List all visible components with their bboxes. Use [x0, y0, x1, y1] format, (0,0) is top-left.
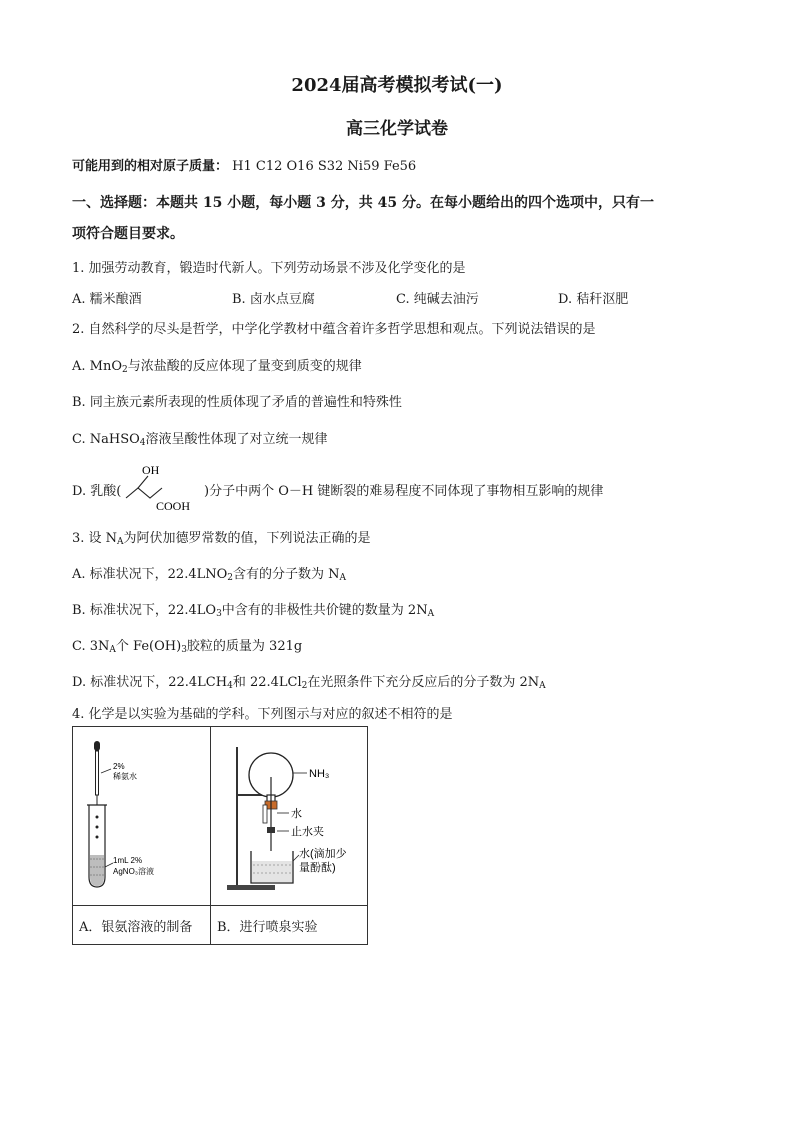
q2-stem: 2. 自然科学的尽头是哲学，中学化学教材中蕴含着许多哲学思想和观点。下列说法错误的是	[72, 322, 596, 337]
q1-option-a: A. 糯米酿酒	[72, 292, 142, 307]
dropper-bulb	[94, 741, 100, 751]
fig-b-label-beaker-2: 量酚酞)	[299, 862, 336, 874]
fig-b-caption: B．进行喷泉实验	[211, 906, 368, 945]
q1-option-c: C. 纯碱去油污	[396, 292, 479, 307]
fig-a-label-top-1: 2%	[113, 762, 125, 771]
fig-b-label-beaker-1: 水(滴加少	[299, 848, 347, 860]
q1-option-b: B. 卤水点豆腐	[232, 292, 315, 307]
fig-a-caption: A．银氨溶液的制备	[73, 906, 211, 945]
q4-figure-table	[72, 726, 368, 945]
q2-option-a: A. MnO$_2$与浓盐酸的反应体现了量变到质变的规律	[72, 359, 362, 375]
silver-ammonia-apparatus-diagram	[73, 727, 210, 905]
atomic-masses-label: 可能用到的相对原子质量：	[72, 159, 229, 174]
fig-a-label-bottom-2: AgNO₃溶液	[113, 867, 155, 876]
fig-a-cell	[73, 727, 211, 906]
q2-option-d-rest: )分子中两个 O－H 键断裂的难易程度不同体现了事物相互影响的规律	[204, 484, 604, 499]
atomic-masses-values: H1 C12 O16 S32 Ni59 Fe56	[232, 159, 417, 174]
section-heading-line1: 一、选择题：本题共 15 小题，每小题 3 分，共 45 分。在每小题给出的四个选项中，只有一	[72, 195, 654, 211]
q3-stem: 3. 设 $N_A$为阿伏加德罗常数的值，下列说法正确的是	[72, 531, 371, 547]
agno3-solution	[90, 855, 104, 886]
lactic-acid-oh-bond	[138, 476, 148, 488]
stand-base	[227, 885, 275, 890]
fig-b-cell	[211, 727, 368, 906]
fig-b-label-water: 水	[291, 808, 302, 820]
page-subtitle: 高三化学试卷	[346, 119, 448, 139]
atomic-masses	[72, 155, 416, 174]
fig-b-label-gas: NH₃	[309, 768, 330, 780]
q3-option-b: B. 标准状况下，$22.4LO_3$中含有的非极性共价键的数量为 $2N_A$	[72, 603, 435, 619]
q2-option-c: C. NaHSO$_4$溶液呈酸性体现了对立统一规律	[72, 432, 328, 448]
fig-a-label-bottom-1: 1mL 2%	[113, 856, 143, 865]
q3-option-c: C. $3N_A$个 $Fe(OH)_3$胶粒的质量为 321g	[72, 639, 303, 655]
fig-b-label-clamp: 止水夹	[291, 826, 324, 838]
lactic-acid-skeleton	[126, 488, 162, 498]
q3-option-d: D. 标准状况下，$22.4LCH_4$和 22.4LCl$_2$在光照条件下充分反应后的分子数为 $2N_A$	[72, 675, 546, 691]
q1-option-d: D. 秸秆沤肥	[558, 292, 629, 307]
section-heading-line2: 项符合题目要求。	[72, 226, 184, 242]
beaker-water	[252, 861, 292, 882]
fig-a-label-top-2: 稀氨水	[113, 772, 137, 781]
pinch-clamp	[267, 827, 275, 833]
q2-option-b: B. 同主族元素所表现的性质体现了矛盾的普遍性和特殊性	[72, 395, 402, 410]
q4-stem: 4. 化学是以实验为基础的学科。下列图示与对应的叙述不相符的是	[72, 707, 453, 722]
lactic-acid-cooh-label: COOH	[156, 499, 191, 513]
page-title: 2024届高考模拟考试(一)	[291, 75, 503, 96]
lactic-acid-structure	[120, 462, 204, 514]
lactic-acid-oh-label: OH	[142, 463, 160, 477]
fountain-experiment-diagram	[211, 727, 367, 905]
dropper-tube	[96, 751, 99, 795]
q3-option-a: A. 标准状况下，$22.4LNO_2$含有的分子数为 $N_A$	[72, 567, 347, 583]
q2-option-d-prefix: D. 乳酸(	[72, 484, 122, 499]
q1-stem: 1. 加强劳动教育，锻造时代新人。下列劳动场景不涉及化学变化的是	[72, 261, 466, 276]
